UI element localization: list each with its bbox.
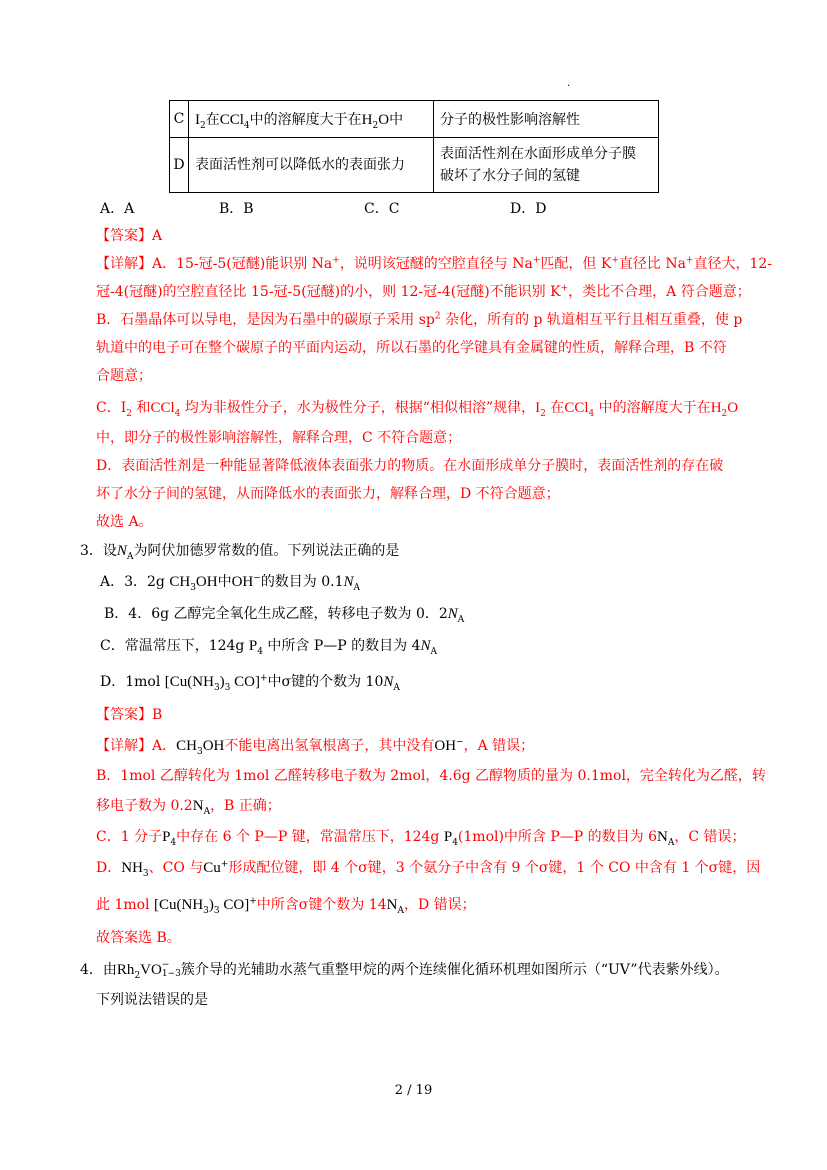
row-key: D — [170, 138, 189, 193]
option-b: B．B — [219, 201, 254, 217]
q3-answer: 【答案】B — [96, 707, 163, 723]
option-a: A．A — [100, 201, 135, 217]
q3-detail-line: B．1mol 乙醇转化为 1mol 乙醛转移电子数为 2mol，4.6g 乙醇物质的量为 0.1mol，完全转化为乙醛，转 — [96, 768, 766, 784]
q3-detail-line: 此 1mol [$Cu(NH_3)_3$ CO]+中所含σ键个数为 $14N_A$，D 错误； — [96, 896, 476, 916]
q3-detail-line: C．1 分子$P_4$中存在 6 个 P—P 键，常温常压下，124g $P_4(1mol)$中所含 P—P 的数目为 $6N_A$，C 错误； — [96, 829, 746, 848]
q2-final: 故选 A。 — [96, 514, 153, 530]
option-c: C．C — [364, 201, 400, 217]
q2-answer: 【答案】A — [96, 228, 163, 244]
q2-detail-line: C．$I_2$ 和CCl$_4$ 均为非极性分子，水为极性分子，根据“相似相溶”规律，$I_2$ 在CCl$_4$ 中的溶解度大于在$H_2O$ — [96, 400, 739, 419]
q2-detail-line: B．石墨晶体可以导电，是因为石墨中的碳原子采用 $sp^2$ 杂化，所有的 p 轨道相互平行且相互重叠，使 p — [96, 311, 743, 328]
q2-detail-line: 【详解】A．15-冠-5(冠醚)能识别 Na+，说明该冠醚的空腔直径与 Na+匹配，但 K+直径比 Na+直径大，12- — [96, 255, 773, 272]
options-table — [169, 100, 659, 193]
q4-stem-line2: 下列说法错误的是 — [96, 992, 208, 1008]
row-reason: 分子的极性影响溶解性 — [434, 101, 659, 138]
page-dot: . — [567, 78, 571, 89]
q3-option-a: A．3．2g $CH_3OH$中OH−的数目为 $0.1N_A$ — [100, 573, 361, 593]
q2-detail-line: 坏了水分子间的氢键，从而降低水的表面张力，解释合理，D 不符合题意； — [96, 486, 560, 502]
row-key: C — [170, 101, 189, 138]
q3-detail-line: D．$NH_3$、CO 与Cu+形成配位键，即 4 个σ键，3 个氨分子中含有 9 个σ键，1 个 CO 中含有 1 个σ键，因 — [96, 859, 761, 879]
q3-final: 故答案选 B。 — [96, 930, 181, 946]
row-statement: $I_2$在CCl$_4$中的溶解度大于在$H_2O$中 — [189, 101, 434, 138]
q3-detail-line: 移电子数为 $0.2N_A$，B 正确； — [96, 798, 281, 817]
q2-detail-line: 冠-4(冠醚)的空腔直径比 15-冠-5(冠醚)的小，则 12-冠-4(冠醚)不能识别 K+，类比不合理，A 符合题意； — [96, 283, 751, 300]
option-d: D．D — [510, 201, 547, 217]
q3-option-d: D．1mol [$Cu(NH_3)_3$ CO]+中σ键的个数为 $10N_A$ — [100, 673, 400, 693]
q3-stem: 3．设$N_A$为阿伏加德罗常数的值。下列说法正确的是 — [80, 543, 400, 562]
q2-detail-line: 轨道中的电子可在整个碳原子的平面内运动，所以石墨的化学键具有金属键的性质，解释合理，B 不符 — [96, 340, 727, 356]
q3-option-c: C．常温常压下，124g $P_4$ 中所含 P—P 的数目为 $4N_A$ — [100, 638, 438, 657]
table-row-c — [170, 101, 659, 138]
q4-stem: 4．由$Rh_2VO$ − 1−3 簇介导的光辅助水蒸气重整甲烷的两个连续催化循环机理如图所示（“UV”代表紫外线）。 — [80, 960, 729, 981]
table-row-d — [170, 138, 659, 193]
page-number: 2 / 19 — [394, 1083, 433, 1098]
q2-detail-line: 合题意； — [96, 368, 152, 384]
row-statement: 表面活性剂可以降低水的表面张力 — [189, 138, 434, 193]
row-reason: 表面活性剂在水面形成单分子膜 破坏了水分子间的氢键 — [434, 138, 659, 193]
q3-detail-line: 【详解】A．$CH_3OH$不能电离出氢氧根离子，其中没有OH−，A 错误； — [96, 737, 535, 757]
q2-detail-line: D．表面活性剂是一种能显著降低液体表面张力的物质。在水面形成单分子膜时，表面活性剂的存在破 — [96, 458, 724, 474]
q2-detail-line: 中，即分子的极性影响溶解性，解释合理，C 不符合题意； — [96, 430, 462, 446]
q3-option-b: B．4．6g 乙醇完全氧化生成乙醛，转移电子数为 0．$2N_A$ — [104, 606, 465, 625]
